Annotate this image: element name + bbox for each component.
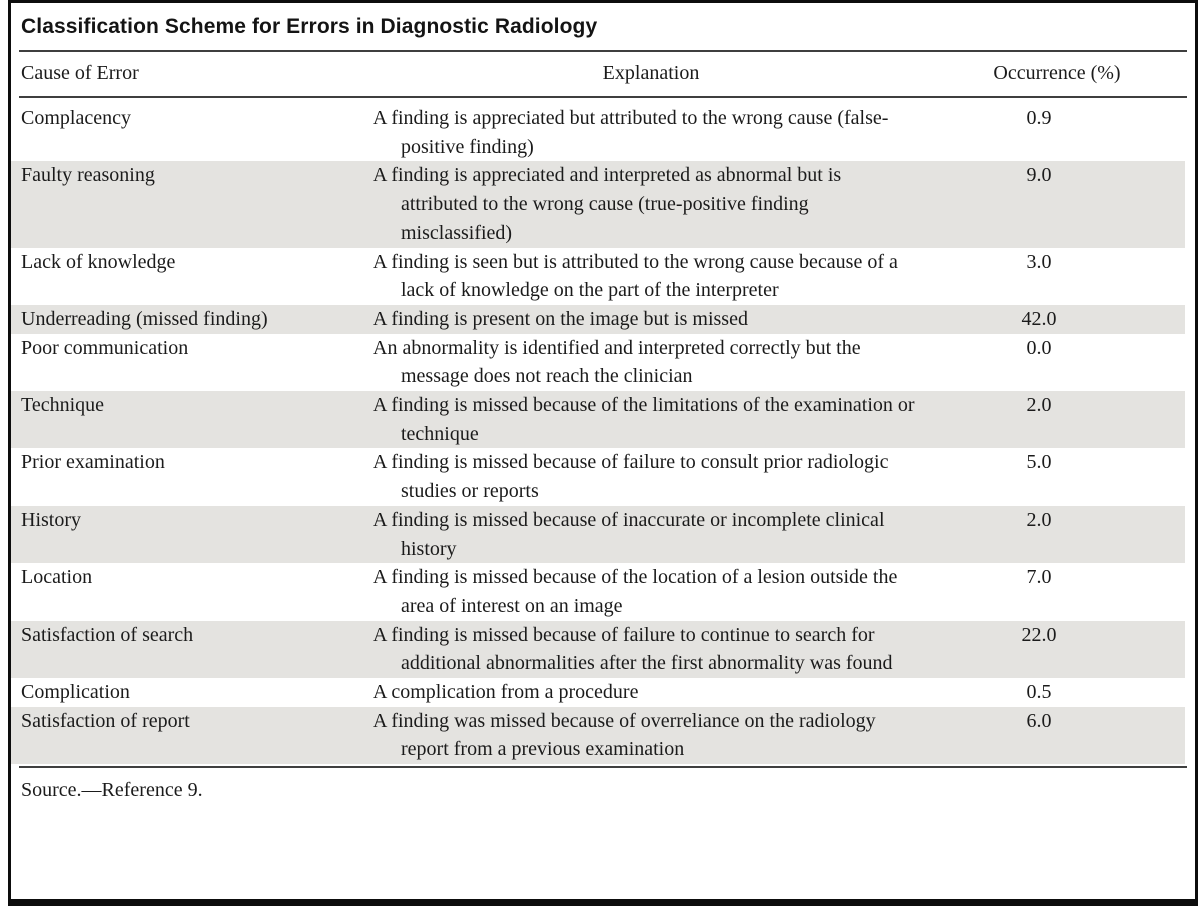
occurrence-cell: 2.0 [1026,394,1052,417]
column-header-cause: Cause of Error [21,62,139,84]
column-header-row [11,52,1195,96]
table-row [11,621,1185,678]
explanation-cell: A finding is seen but is attributed to the wrong cause because of a lack of knowledge on the part of the interpreter [373,250,898,302]
cause-cell: Underreading (missed finding) [21,307,268,330]
explanation-cell: A complication from a procedure [373,681,639,704]
table-title: Classification Scheme for Errors in Diagnostic Radiology [21,15,598,38]
bottom-spacer [11,806,1195,899]
occurrence-cell: 22.0 [1021,623,1057,646]
cause-cell: History [21,508,81,531]
cause-cell: Faulty reasoning [21,164,155,187]
occurrence-cell: 6.0 [1026,709,1052,732]
table-body [11,98,1195,766]
explanation-cell: A finding is missed because of the limitations of the examination or technique [373,394,915,445]
occurrence-cell: 5.0 [1026,451,1052,474]
explanation-cell: An abnormality is identified and interpreted correctly but the message does not reach the clinician [373,336,861,388]
occurrence-cell: 3.0 [1026,250,1052,273]
cause-cell: Poor communication [21,336,189,359]
occurrence-cell: 0.9 [1026,107,1052,129]
occurrence-cell: 9.0 [1026,164,1052,187]
table-row [11,305,1185,334]
occurrence-cell: 0.5 [1026,681,1052,704]
cause-cell: Location [21,566,93,589]
occurrence-cell: 7.0 [1026,566,1052,589]
table-row [11,334,1185,391]
cause-cell: Lack of knowledge [21,250,176,273]
cause-cell: Complacency [21,107,131,129]
table-row [11,391,1185,448]
explanation-cell: A finding is appreciated and interpreted as abnormal but is attributed to the wrong cause (true-positive finding misclassified) [373,164,842,244]
table-row [11,161,1185,247]
explanation-cell: A finding is missed because of the location of a lesion outside the area of interest on an image [373,566,898,617]
table-row [11,707,1185,764]
explanation-cell: A finding is appreciated but attributed to the wrong cause (false-positive finding) [373,107,889,158]
explanation-cell: A finding is missed because of failure to continue to search for additional abnormalities after the first abnormality was found [373,623,893,675]
cause-cell: Satisfaction of report [21,709,190,732]
title-block [11,3,1195,50]
source-note: Source.—Reference 9. [21,779,203,802]
table-figure-frame [8,0,1198,906]
explanation-cell: A finding is present on the image but is missed [373,307,748,330]
explanation-cell: A finding was missed because of overreliance on the radiology report from a previous examination [373,709,876,761]
table-row [11,104,1185,161]
column-header-occurrence: Occurrence (%) [993,62,1121,84]
cause-cell: Complication [21,681,130,704]
cause-cell: Satisfaction of search [21,623,194,646]
occurrence-cell: 2.0 [1026,508,1052,531]
table-row [11,506,1185,563]
cause-cell: Prior examination [21,451,165,474]
column-header-explanation: Explanation [602,62,700,84]
explanation-cell: A finding is missed because of failure to consult prior radiologic studies or reports [373,451,889,503]
explanation-cell: A finding is missed because of inaccurate or incomplete clinical history [373,508,885,560]
occurrence-cell: 0.0 [1026,336,1052,359]
table-row [11,448,1185,505]
cause-cell: Technique [21,394,105,417]
table-row [11,678,1185,707]
table-row [11,248,1185,305]
occurrence-cell: 42.0 [1021,307,1057,330]
table-row [11,563,1185,620]
